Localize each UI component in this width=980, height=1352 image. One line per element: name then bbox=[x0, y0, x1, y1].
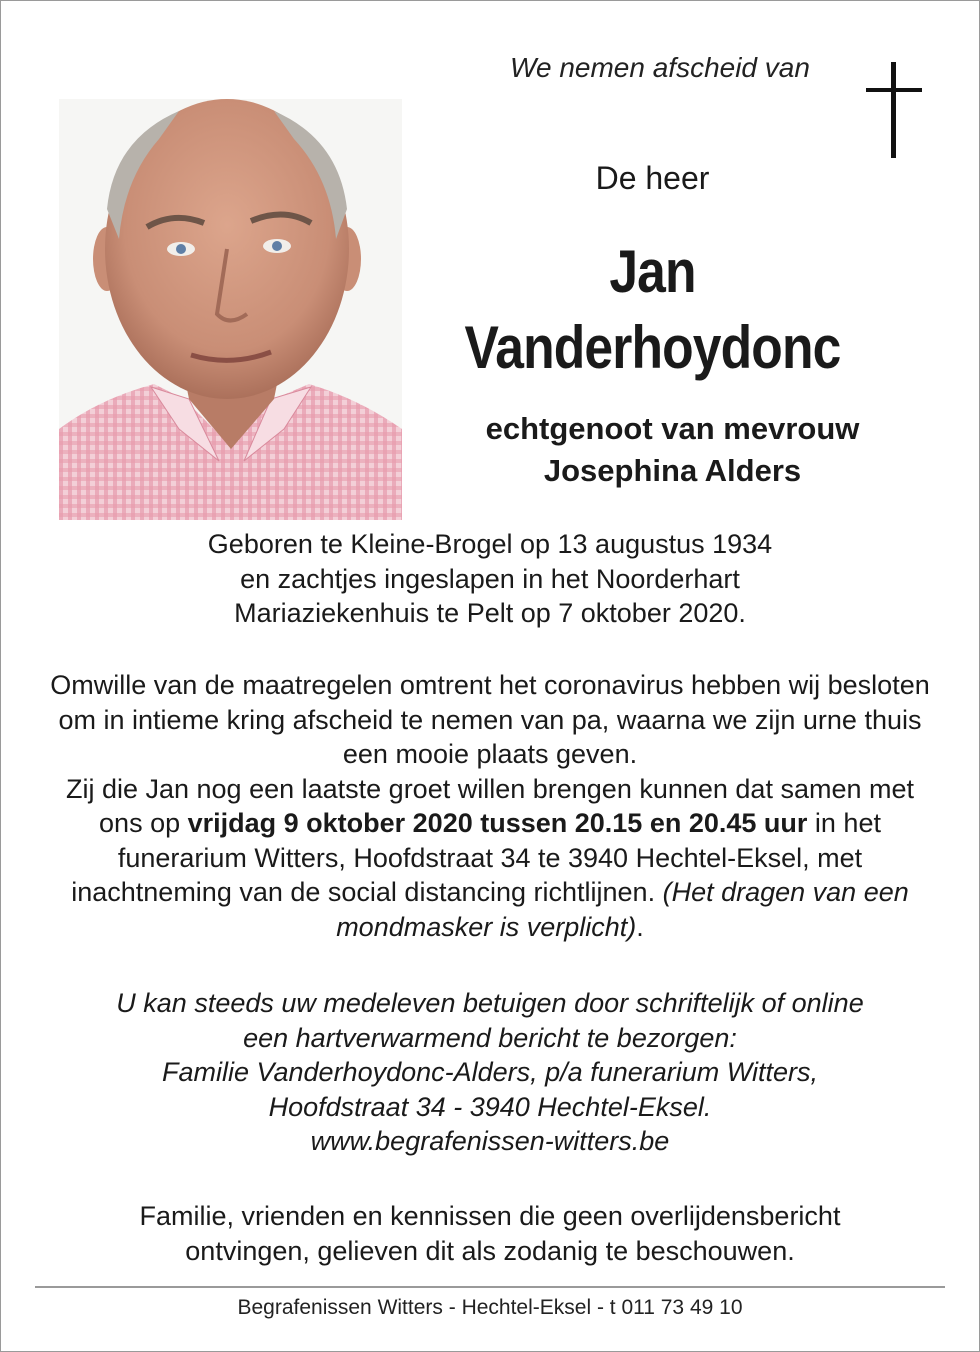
mask-notice: (Het dragen van een mondmasker is verplicht) bbox=[336, 877, 909, 942]
condolences-line-2: een hartverwarmend bericht te bezorgen: bbox=[243, 1022, 737, 1053]
intro-text: We nemen afscheid van bbox=[510, 52, 810, 83]
website-link[interactable]: www.begrafenissen-witters.be bbox=[310, 1126, 670, 1156]
spouse-info bbox=[420, 408, 925, 492]
spouse-line-1: echtgenoot van mevrouw bbox=[485, 411, 860, 446]
spouse-line-2: Josephina Alders bbox=[543, 453, 802, 488]
first-name: Jan bbox=[609, 238, 696, 305]
death-line-1: en zachtjes ingeslapen in het Noorderhart bbox=[240, 563, 740, 594]
last-name: Vanderhoydonc bbox=[464, 314, 841, 381]
footer-text: Begrafenissen Witters - Hechtel-Eksel - t 011 73 49 10 bbox=[237, 1296, 743, 1319]
ceremony-paragraph-2 bbox=[50, 772, 930, 945]
condolences-address-1: Familie Vanderhoydonc-Alders, p/a funerarium Witters, bbox=[161, 1057, 819, 1087]
death-line-2: Mariaziekenhuis te Pelt op 7 oktober 2020. bbox=[234, 598, 746, 628]
birth-death-text bbox=[20, 527, 960, 631]
condolences-text bbox=[20, 986, 960, 1159]
condolences-line-1: U kan steeds uw medeleven betuigen door schriftelijk of online bbox=[116, 988, 864, 1018]
footer-divider bbox=[35, 1286, 945, 1288]
salutation: De heer bbox=[595, 160, 710, 196]
cross-icon bbox=[866, 62, 922, 158]
ceremony-datetime: vrijdag 9 oktober 2020 tussen 20.15 en 20.45 uur bbox=[187, 808, 808, 838]
portrait-photo bbox=[59, 99, 402, 520]
ceremony-paragraph-1: Omwille van de maatregelen omtrent het coronavirus hebben wij besloten om in intieme kring afscheid te nemen van pa, waarna we zijn urne thuis een mooie plaats geven. bbox=[50, 670, 930, 769]
ceremony-location: in het funerarium Witters, Hoofdstraat 34 te 3940 Hechtel-Eksel, met inachtneming van de social distancing richtlijnen. bbox=[71, 808, 881, 907]
ceremony-text bbox=[50, 668, 930, 944]
closing-line-1: Familie, vrienden en kennissen die geen overlijdensbericht bbox=[139, 1201, 841, 1231]
closing-line-2: ontvingen, gelieven dit als zodanig te beschouwen. bbox=[185, 1235, 795, 1266]
birth-line: Geboren te Kleine-Brogel op 13 augustus 1934 bbox=[207, 529, 773, 559]
condolences-address-2: Hoofdstraat 34 - 3940 Hechtel-Eksel. bbox=[268, 1091, 712, 1122]
deceased-name bbox=[435, 234, 869, 386]
ceremony-intro: Zij die Jan nog een laatste groet willen brengen kunnen dat samen met ons op bbox=[65, 773, 915, 838]
ceremony-period: . bbox=[636, 911, 644, 942]
closing-text bbox=[20, 1199, 960, 1268]
